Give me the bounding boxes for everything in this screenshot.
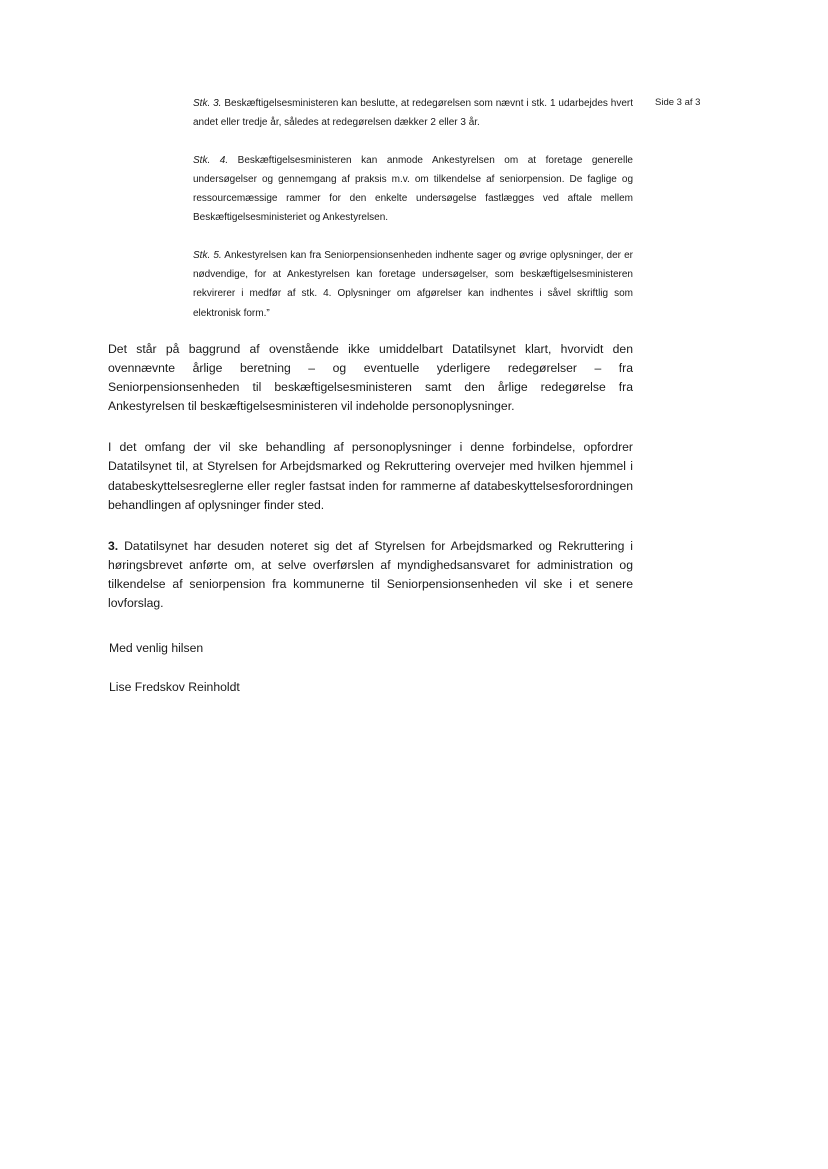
quote-text: Beskæftigelsesministeren kan anmode Ankestyrelsen om at foretage generelle undersøgelser og gennemgang af praksis m.v. om tilkendelse af seniorpension. De faglige og ressourcemæssige rammer for den enkelte undersøgelse fastlægges ved aftale mellem Beskæftigelsesministeriet og Ankestyrelsen. [193, 154, 633, 224]
quote-paragraph-stk4 [193, 151, 633, 228]
paragraph-number: 3. [108, 538, 119, 553]
stk-label: Stk. 3. [193, 98, 222, 109]
body-text: Det står på baggrund af ovenstående ikke umiddelbart Datatilsynet klart, hvorvidt den ovennævnte årlige beretning – og eventuelle yderligere redegørelser – fra Seniorpensionsenheden til beskæftigelsesministeren samt den årlige redegørelse fra Ankestyrelsen til beskæftigelsesministeren vil indeholde personoplysninger. [108, 342, 633, 414]
stk-label: Stk. 4. [193, 154, 229, 166]
body-paragraph [108, 438, 633, 514]
quote-paragraph-stk5 [193, 246, 633, 323]
letter-body [108, 340, 633, 635]
body-paragraph [108, 340, 633, 416]
body-text: I det omfang der vil ske behandling af personoplysninger i denne forbindelse, opfordrer Datatilsynet til, at Styrelsen for Arbejdsmarked og Rekruttering overvejer med hvilken hjemmel i databeskyttelsesreglerne eller regler fastsat inden for rammerne af databeskyttelsesforordningen behandlingen af oplysninger finder sted. [108, 440, 633, 512]
signature-name: Lise Fredskov Reinholdt [109, 680, 240, 694]
stk-label: Stk. 5. [193, 249, 222, 261]
quote-text: Ankestyrelsen kan fra Seniorpensionsenheden indhente sager og øvrige oplysninger, der er nødvendige, for at Ankestyrelsen kan foretage undersøgelser, som beskæftigelsesministeren rekvirerer i medfør af stk. 4. Oplysninger om afgørelser kan indhentes i såvel skriftlig som elektronisk form.” [193, 249, 633, 319]
page-number-label: Side 3 af 3 [655, 97, 701, 108]
closing-greeting: Med venlig hilsen [109, 641, 204, 655]
quote-text: Beskæftigelsesministeren kan beslutte, at redegørelsen som nævnt i stk. 1 udarbejdes hvert andet eller tredje år, således at redegørelsen dækker 2 eller 3 år. [193, 98, 633, 129]
body-text: Datatilsynet har desuden noteret sig det af Styrelsen for Arbejdsmarked og Rekruttering i høringsbrevet anførte om, at selve overførslen af myndighedsansvaret for administration og tilkendelse af seniorpension fra kommunerne til Seniorpensionsenheden vil ske i et senere lovforslag. [108, 538, 633, 611]
quote-paragraph-stk3 [193, 94, 633, 133]
body-paragraph-numbered [108, 537, 633, 613]
quoted-law-text [193, 94, 633, 341]
